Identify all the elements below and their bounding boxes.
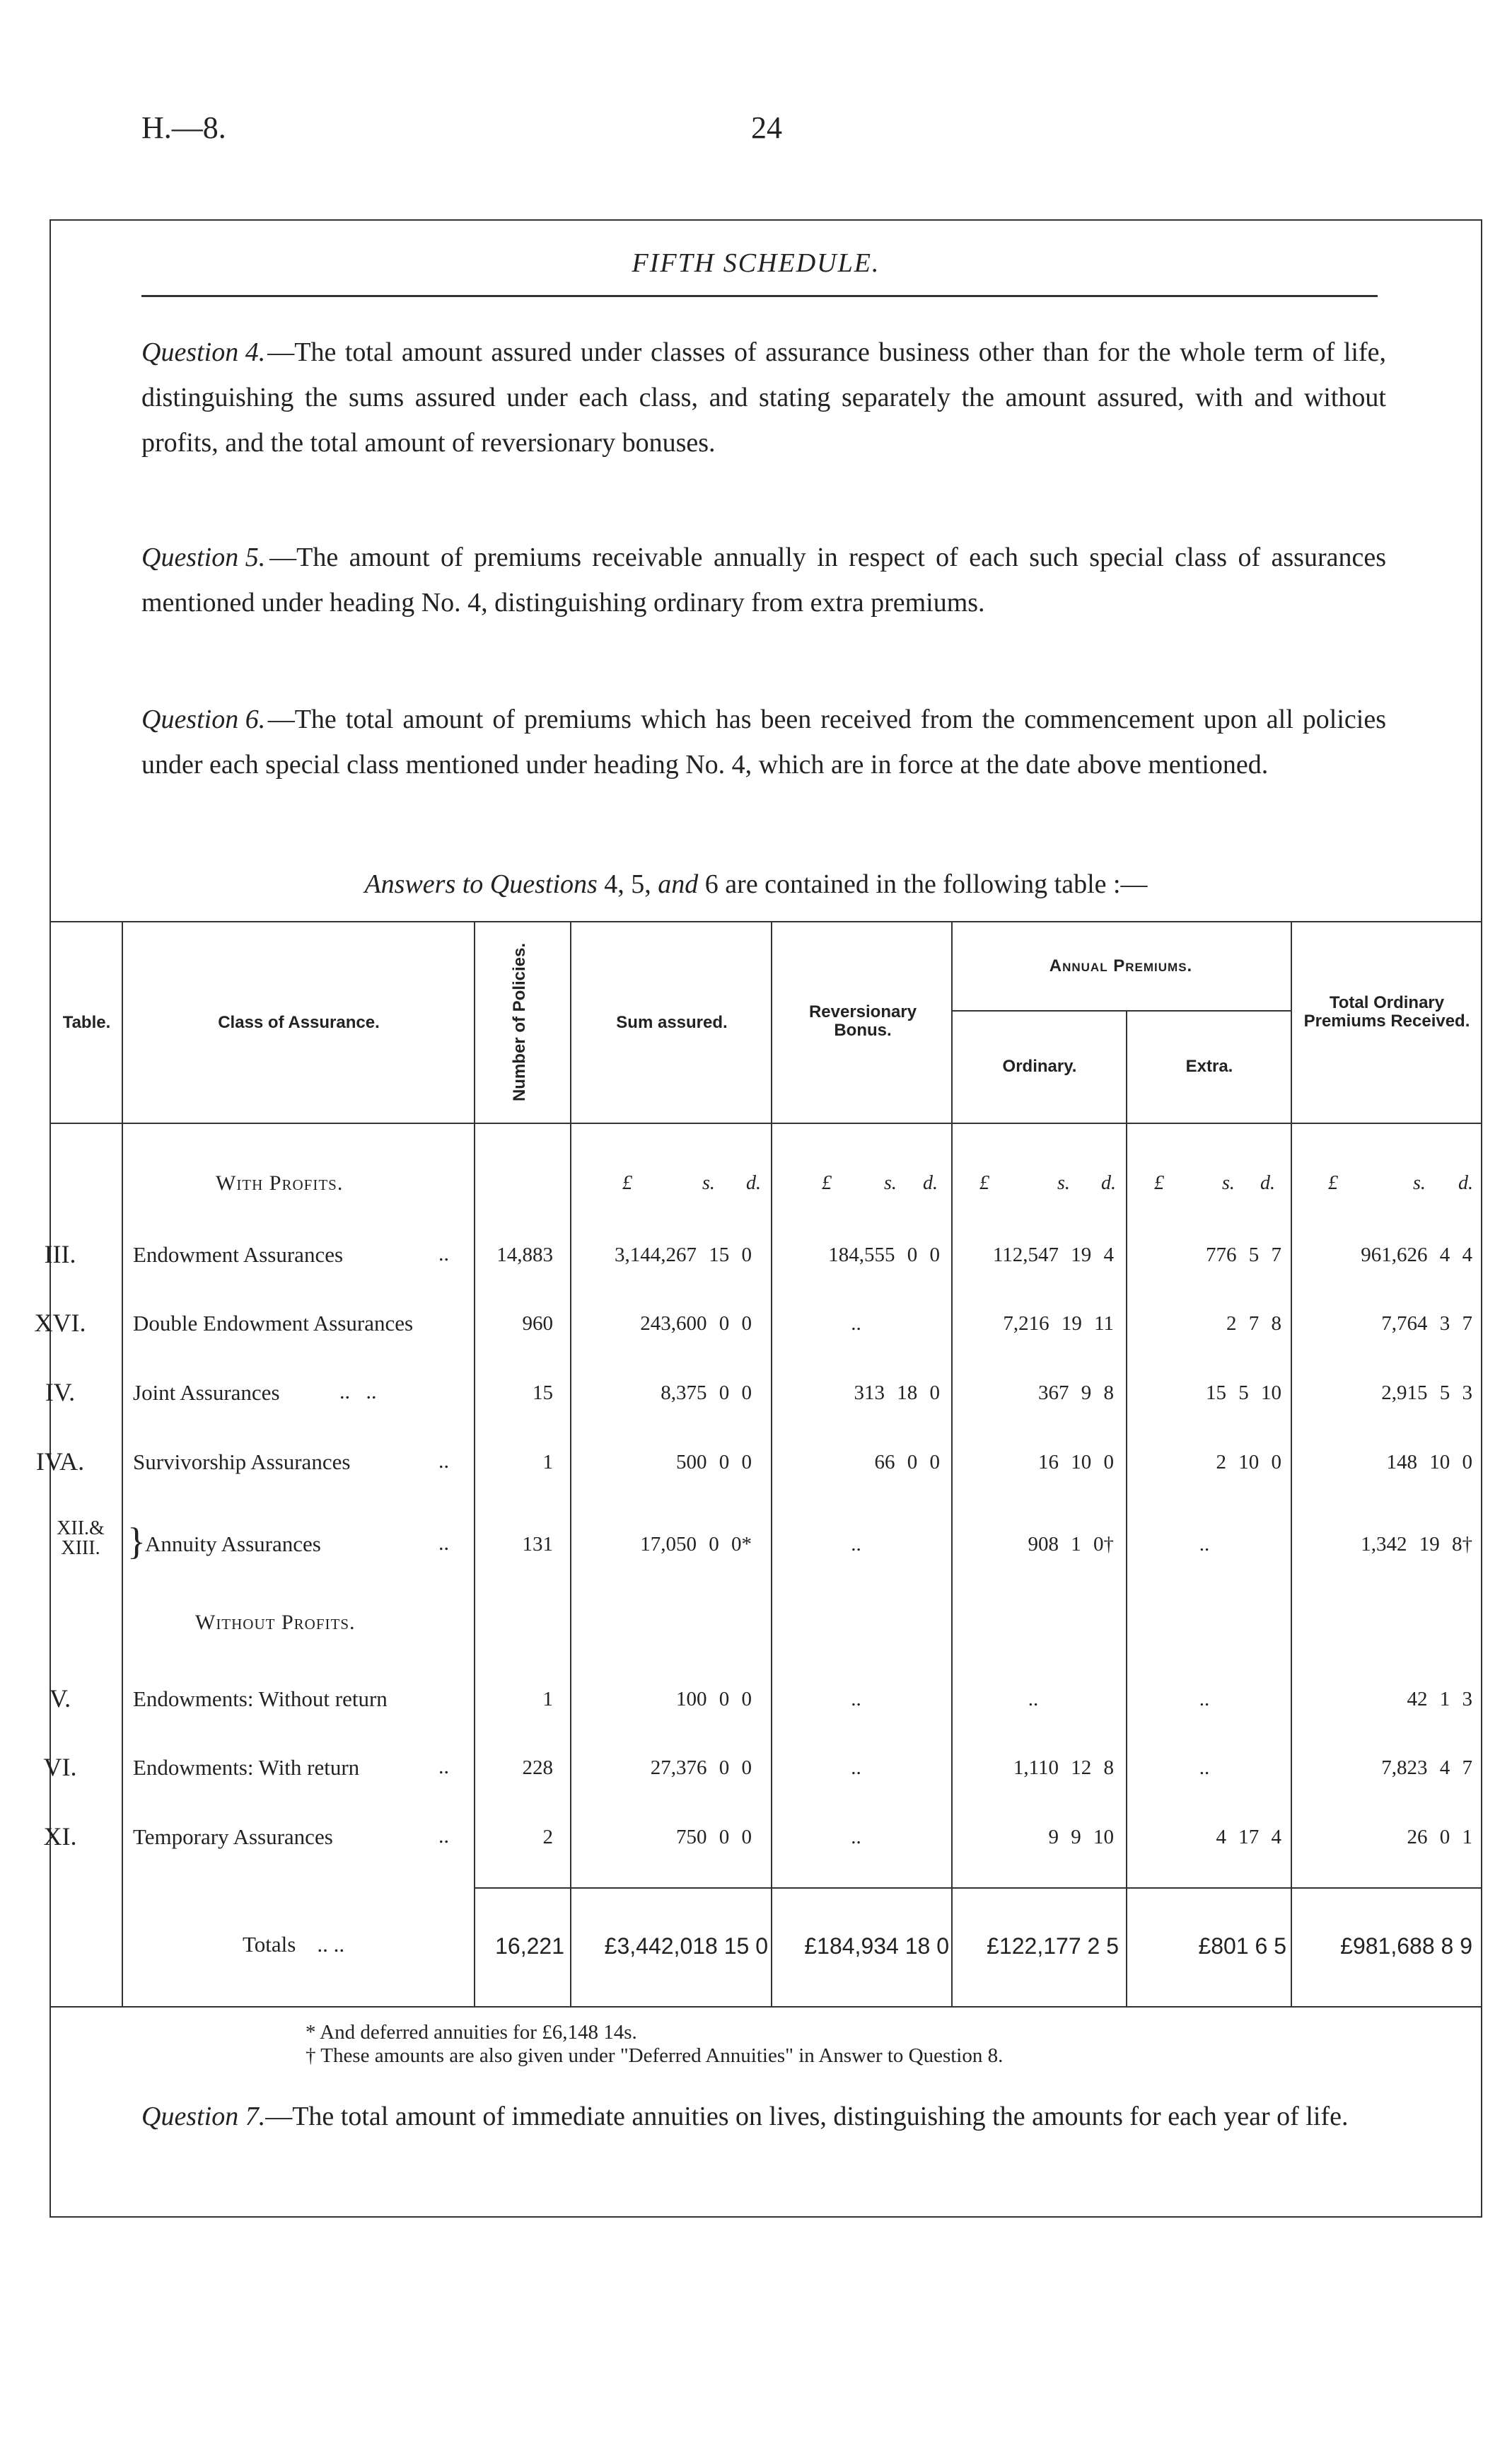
- row-policies: 15: [533, 1382, 553, 1404]
- totals-extra: £801 6 5: [1198, 1933, 1286, 1959]
- row-bonus: ..: [851, 1756, 861, 1779]
- row-table-number: IVA.: [35, 1447, 85, 1476]
- row-sum: 750 0 0: [676, 1826, 752, 1848]
- header-bonus: Reversionary Bonus.: [808, 1002, 917, 1040]
- question-label: Question 6.: [141, 705, 266, 734]
- row-sum: 3,144,267 15 0: [615, 1244, 752, 1266]
- title-rule: [141, 295, 1378, 297]
- answers-intro: [0, 869, 1512, 900]
- row-class: Double Endowment Assurances: [133, 1311, 414, 1336]
- totals-rule: [474, 1887, 1482, 1889]
- question-text: —The amount of premiums receivable annually in respect of each such special class of assurances mentioned under heading No. 4, distinguishing ordinary from extra premiums.: [141, 543, 1386, 618]
- header-ordinary: Ordinary.: [1002, 1057, 1077, 1076]
- section-with-profits: With Profits.: [216, 1171, 344, 1195]
- unit-label: s.: [1057, 1172, 1070, 1194]
- premiums-sub-rule: [951, 1010, 1291, 1012]
- unit-label: s.: [1413, 1172, 1426, 1194]
- row-extra: 4 17 4: [1216, 1826, 1281, 1848]
- row-policies: 1: [542, 1451, 553, 1473]
- row-extra: 2 10 0: [1216, 1451, 1281, 1473]
- row-class: Endowments: With return: [133, 1755, 360, 1780]
- row-bonus: ..: [851, 1533, 861, 1556]
- row-policies: 228: [522, 1756, 553, 1779]
- row-total: 1,342 19 8†: [1361, 1533, 1472, 1556]
- answers-intro-b: and: [658, 869, 699, 899]
- row-table-number: III.: [44, 1240, 76, 1268]
- totals-label-text: Totals: [243, 1932, 296, 1957]
- row-total: 2,915 5 3: [1381, 1382, 1472, 1404]
- row-policies: 2: [542, 1826, 553, 1848]
- row-total: 7,764 3 7: [1381, 1312, 1472, 1335]
- row-table-number: V.: [49, 1684, 71, 1713]
- row-leader-dots: ..: [438, 1755, 449, 1778]
- header-annual-premiums: Annual Premiums.: [1049, 956, 1193, 975]
- row-ordinary: 908 1 0†: [1028, 1533, 1114, 1556]
- row-ordinary: 1,110 12 8: [1013, 1756, 1114, 1779]
- unit-label: d.: [1101, 1172, 1116, 1194]
- schedule-title: FIFTH SCHEDULE.: [632, 248, 880, 278]
- totals-dots: .. ..: [317, 1932, 345, 1957]
- row-extra: ..: [1199, 1533, 1210, 1556]
- unit-label: £: [822, 1172, 832, 1194]
- row-table-number: XII.& XIII.: [57, 1517, 105, 1559]
- totals-total: £981,688 8 9: [1340, 1933, 1472, 1959]
- question-text: —The total amount of premiums which has been received from the commencement upon all policies under each special class mentioned under heading No. 4, which are in force at the date above mentioned.: [141, 705, 1386, 780]
- unit-label: £: [1154, 1172, 1164, 1194]
- row-ordinary: 9 9 10: [1048, 1826, 1114, 1848]
- table-bottom-rule: [50, 2006, 1482, 2008]
- unit-label: d.: [1260, 1172, 1275, 1194]
- header-table: Table.: [62, 1013, 111, 1032]
- header-class: Class of Assurance.: [218, 1013, 380, 1032]
- totals-bonus: £184,934 18 0: [804, 1933, 949, 1959]
- row-ordinary: ..: [1028, 1688, 1039, 1710]
- header-bottom-rule: [50, 1123, 1482, 1124]
- row-ordinary: 16 10 0: [1038, 1451, 1114, 1473]
- row-class: Survivorship Assurances: [133, 1449, 351, 1474]
- answers-intro-rest: 6 are contained in the following table :—: [698, 869, 1148, 899]
- col-rule: [1126, 1010, 1127, 2006]
- header-extra: Extra.: [1185, 1057, 1233, 1076]
- totals-ordinary: £122,177 2 5: [987, 1933, 1119, 1959]
- footnote: † These amounts are also given under "Deferred Annuities" in Answer to Question 8.: [306, 2044, 1004, 2067]
- row-leader-dots: ..: [438, 1531, 449, 1555]
- row-ordinary: 112,547 19 4: [992, 1244, 1114, 1266]
- row-table-number: XVI.: [34, 1309, 86, 1337]
- question-4: [141, 330, 1386, 458]
- answers-intro-n1: 4, 5,: [597, 869, 658, 899]
- row-sum: 27,376 0 0: [650, 1756, 752, 1779]
- row-extra: ..: [1199, 1756, 1210, 1779]
- document-reference: H.—8.: [141, 110, 226, 145]
- schedule-frame: [50, 219, 1482, 2218]
- row-brace: }: [127, 1520, 146, 1563]
- row-leader-dots: ..: [438, 1242, 449, 1265]
- row-policies: 960: [522, 1312, 553, 1335]
- row-policies: 131: [522, 1533, 553, 1556]
- row-table-number: VI.: [43, 1753, 77, 1781]
- row-policies: 14,883: [496, 1244, 553, 1266]
- row-extra: 776 5 7: [1206, 1244, 1281, 1266]
- unit-label: £: [979, 1172, 989, 1194]
- header-total: Total Ordinary Premiums Received.: [1303, 993, 1470, 1031]
- unit-label: £: [622, 1172, 632, 1194]
- row-class: Annuity Assurances: [145, 1531, 321, 1556]
- row-total: 26 0 1: [1407, 1826, 1472, 1848]
- footnote: * And deferred annuities for £6,148 14s.: [306, 2021, 637, 2044]
- row-bonus: 66 0 0: [874, 1451, 940, 1473]
- question-label: Question 7.: [141, 2102, 266, 2131]
- row-extra: ..: [1199, 1688, 1210, 1710]
- table-top-rule: [50, 921, 1482, 922]
- row-ordinary: 367 9 8: [1038, 1382, 1114, 1404]
- question-text: —The total amount assured under classes of assurance business other than for the whole term of life, distinguishing the sums assured under each class, and stating separately the amount assured, with and without profits, and the total amount of reversionary bonuses.: [141, 337, 1386, 458]
- col-rule: [122, 921, 123, 2006]
- header-policies: Number of Policies.: [510, 942, 529, 1102]
- unit-label: £: [1328, 1172, 1338, 1194]
- row-extra: 2 7 8: [1226, 1312, 1281, 1335]
- unit-label: d.: [1458, 1172, 1473, 1194]
- section-without-profits: Without Profits.: [195, 1611, 356, 1634]
- row-sum: 500 0 0: [676, 1451, 752, 1473]
- unit-label: s.: [702, 1172, 715, 1194]
- row-sum: 17,050 0 0*: [640, 1533, 752, 1556]
- row-class: Joint Assurances: [133, 1380, 280, 1405]
- row-total: 42 1 3: [1407, 1688, 1472, 1710]
- row-class: Endowments: Without return: [133, 1686, 388, 1711]
- row-sum: 8,375 0 0: [661, 1382, 752, 1404]
- totals-sum: £3,442,018 15 0: [604, 1933, 768, 1959]
- answers-intro-a: Answers to Questions: [364, 869, 598, 899]
- row-sum: 243,600 0 0: [640, 1312, 752, 1335]
- row-leader-dots: ..: [438, 1824, 449, 1848]
- row-bonus: 313 18 0: [854, 1382, 940, 1404]
- question-7: [141, 2094, 1386, 2139]
- row-leader-dots: ..: [438, 1449, 449, 1473]
- unit-label: d.: [923, 1172, 938, 1194]
- totals-label: [243, 1932, 344, 1957]
- row-class: Temporary Assurances: [133, 1824, 333, 1849]
- page-number: 24: [751, 110, 782, 145]
- unit-label: d.: [746, 1172, 761, 1194]
- question-label: Question 4.: [141, 337, 266, 367]
- row-total: 148 10 0: [1386, 1451, 1472, 1473]
- row-bonus: ..: [851, 1688, 861, 1710]
- question-5: [141, 535, 1386, 618]
- row-class: Endowment Assurances: [133, 1242, 344, 1267]
- row-ordinary: 7,216 19 11: [1003, 1312, 1114, 1335]
- row-total: 7,823 4 7: [1381, 1756, 1472, 1779]
- header-sum: Sum assured.: [616, 1013, 728, 1032]
- question-6: [141, 697, 1386, 780]
- row-bonus: ..: [851, 1312, 861, 1335]
- unit-label: s.: [884, 1172, 897, 1194]
- row-table-number: XI.: [43, 1822, 77, 1850]
- row-bonus: ..: [851, 1826, 861, 1848]
- row-sum: 100 0 0: [676, 1688, 752, 1710]
- row-bonus: 184,555 0 0: [828, 1244, 940, 1266]
- row-total: 961,626 4 4: [1361, 1244, 1472, 1266]
- row-table-number: IV.: [45, 1378, 76, 1406]
- question-label: Question 5.: [141, 543, 266, 572]
- unit-label: s.: [1222, 1172, 1235, 1194]
- row-leader-dots: .. ..: [339, 1380, 377, 1403]
- row-extra: 15 5 10: [1206, 1382, 1281, 1404]
- totals-policies: 16,221: [495, 1933, 564, 1959]
- row-policies: 1: [542, 1688, 553, 1710]
- question-text: —The total amount of immediate annuities on lives, distinguishing the amounts for each year of life.: [265, 2102, 1349, 2131]
